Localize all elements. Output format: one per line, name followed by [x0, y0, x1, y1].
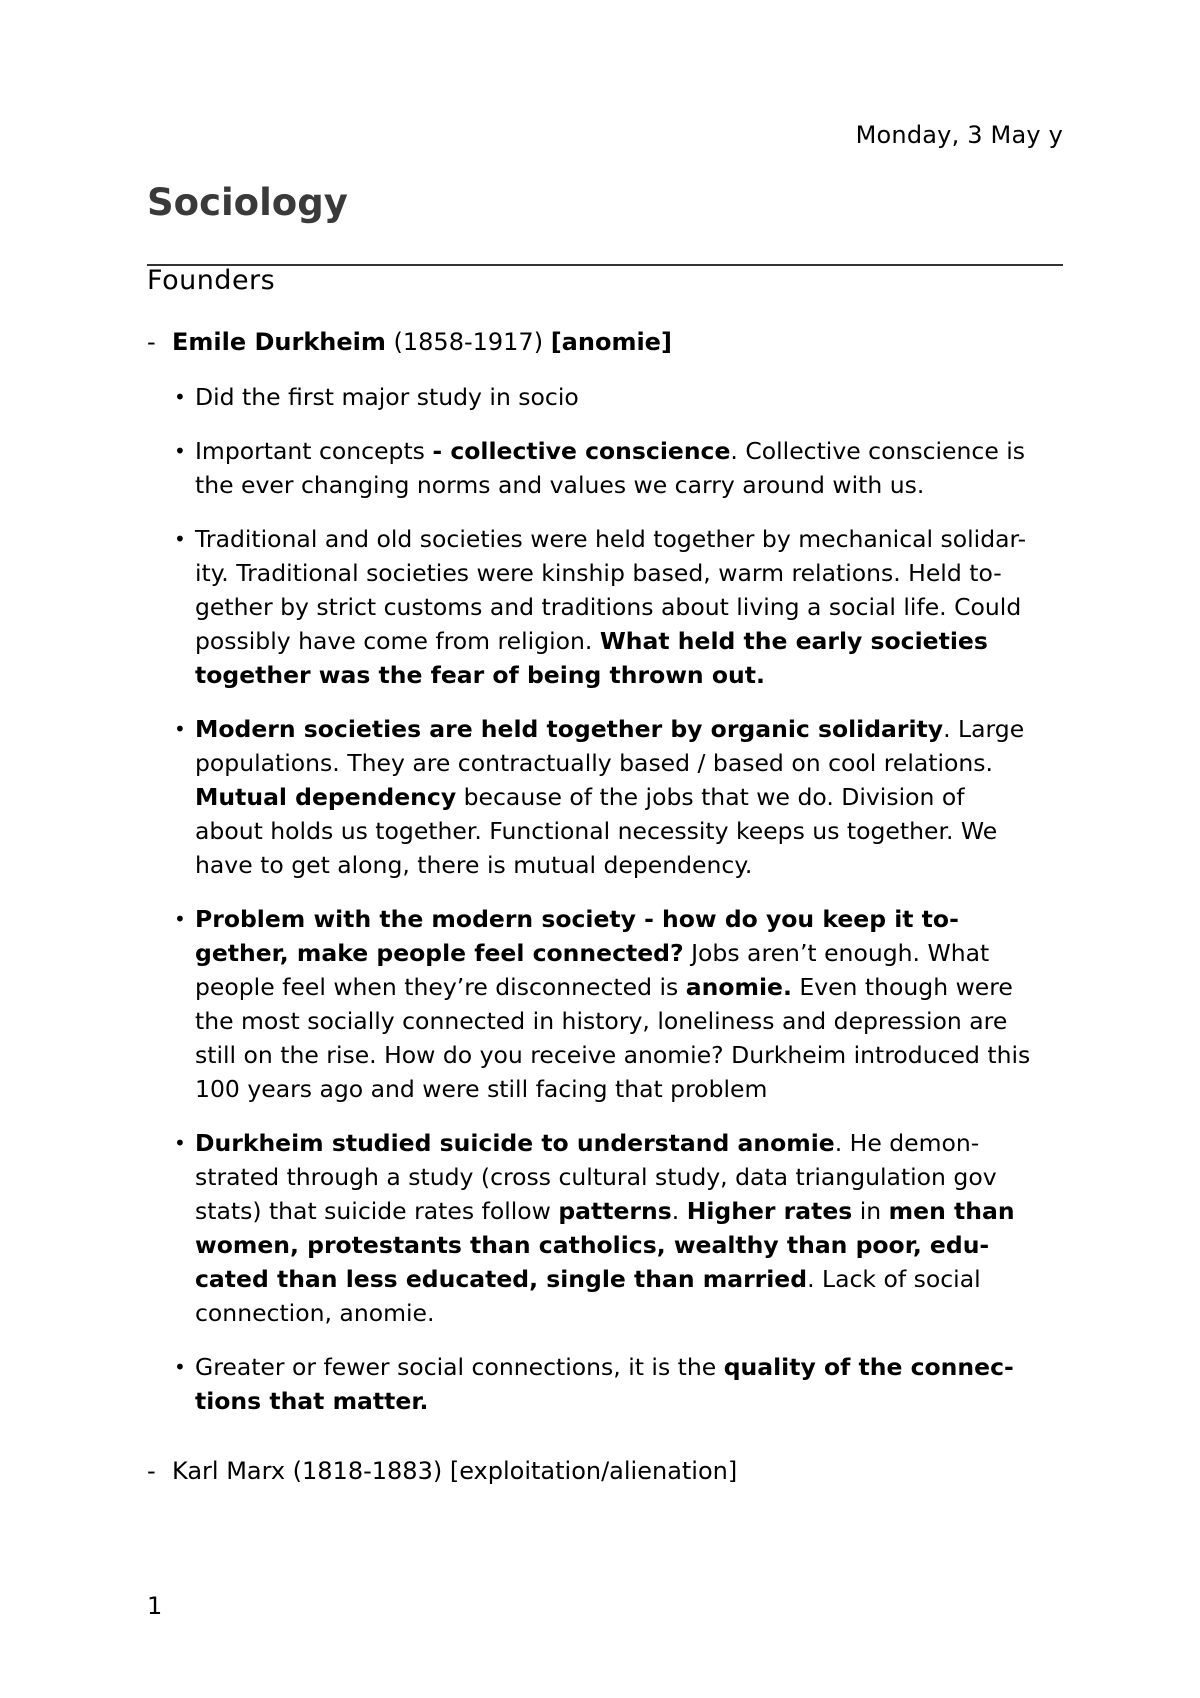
text: have to get along, there is mutual dependency.: [195, 851, 753, 879]
durkheim-bullet-list: [172, 380, 1072, 1438]
text: people feel when they’re disconnected is: [195, 973, 686, 1001]
bullet-dot-icon: •: [174, 439, 186, 463]
bullet-line: [195, 522, 1072, 556]
text: ity. Traditional societies were kinship based, warm relations. Held to-: [195, 559, 1002, 587]
text: because of the jobs that we do. Division of: [456, 783, 965, 811]
bold-text: Mutual dependency: [195, 783, 457, 811]
bold-text: Problem with the modern society - how do you keep it to-: [195, 905, 959, 933]
bullet-line: [195, 1160, 1072, 1194]
founder-name: Emile Durkheim: [172, 328, 386, 356]
bullet-item: [172, 434, 1072, 502]
text: still on the rise. How do you receive anomie? Durkheim introduced this: [195, 1041, 1031, 1069]
text: 100 years ago and were still facing that problem: [195, 1075, 768, 1103]
text: stats) that suicide rates follow: [195, 1197, 559, 1225]
bullet-line: [195, 556, 1072, 590]
list-dash: -: [147, 1457, 156, 1485]
bold-text: together was the fear of being thrown out.: [195, 661, 765, 689]
bullet-line: [195, 712, 1072, 746]
bullet-dot-icon: •: [174, 385, 186, 409]
bullet-line: [195, 380, 1072, 414]
text: populations. They are contractually based / based on cool relations.: [195, 749, 994, 777]
bullet-line: [195, 848, 1072, 882]
section-heading: Founders: [147, 265, 276, 296]
bullet-line: [195, 1262, 1072, 1296]
text: the most socially connected in history, loneliness and depression are: [195, 1007, 1008, 1035]
text: Jobs aren’t enough. What: [683, 939, 990, 967]
bold-text: Durkheim studied suicide to understand anomie: [195, 1129, 835, 1157]
page-number: 1: [147, 1592, 163, 1620]
bullet-line: [195, 1072, 1072, 1106]
text: the ever changing norms and values we carry around with us.: [195, 471, 925, 499]
bold-text: quality of the connec-: [723, 1353, 1014, 1381]
bullet-line: [195, 780, 1072, 814]
bullet-line: [195, 814, 1072, 848]
text: Did the first major study in socio: [195, 383, 579, 411]
bold-text: women, protestants than catholics, wealthy than poor, edu-: [195, 1231, 990, 1259]
bold-text: patterns: [558, 1197, 672, 1225]
bullet-line: [195, 1296, 1072, 1330]
bold-text: anomie.: [685, 973, 792, 1001]
bullet-dot-icon: •: [174, 1131, 186, 1155]
list-dash: -: [147, 328, 156, 356]
bold-text: men than: [888, 1197, 1015, 1225]
bullet-dot-icon: •: [174, 717, 186, 741]
bold-text: - collective conscience: [432, 437, 731, 465]
text: . Large: [943, 715, 1025, 743]
bullet-item: [172, 380, 1072, 414]
date-header: Monday, 3 May y: [855, 121, 1063, 149]
bullet-line: [195, 468, 1072, 502]
bold-text: gether, make people feel connected?: [195, 939, 684, 967]
text: Traditional and old societies were held together by mechanical solidar-: [195, 525, 1027, 553]
bullet-item: [172, 1126, 1072, 1330]
founder-line: [172, 328, 672, 356]
text: Even though were: [791, 973, 1013, 1001]
founder-line: Karl Marx (1818-1883) [exploitation/alienation]: [172, 1457, 738, 1485]
bold-text: cated than less educated, single than married: [195, 1265, 808, 1293]
bullet-line: [195, 434, 1072, 468]
text: in: [852, 1197, 889, 1225]
bullet-line: [195, 624, 1072, 658]
bullet-dot-icon: •: [174, 907, 186, 931]
text: . Collective conscience is: [730, 437, 1026, 465]
page-title: Sociology: [147, 181, 348, 224]
bold-text: Modern societies are held together by organic solidarity: [195, 715, 944, 743]
bullet-dot-icon: •: [174, 527, 186, 551]
founder-years: (1858-1917): [385, 328, 551, 356]
bullet-line: [195, 658, 1072, 692]
bullet-item: [172, 1350, 1072, 1418]
bullet-line: [195, 1228, 1072, 1262]
text: . He demon-: [834, 1129, 980, 1157]
text: . Lack of social: [807, 1265, 981, 1293]
text: about holds us together. Functional necessity keeps us together. We: [195, 817, 998, 845]
bullet-item: [172, 902, 1072, 1106]
bullet-line: [195, 1350, 1072, 1384]
bold-text: Higher rates: [686, 1197, 853, 1225]
text: gether by strict customs and traditions about living a social life. Could: [195, 593, 1022, 621]
bullet-line: [195, 936, 1072, 970]
bullet-line: [195, 1194, 1072, 1228]
bullet-line: [195, 970, 1072, 1004]
text: possibly have come from religion.: [195, 627, 600, 655]
text: Important concepts: [195, 437, 433, 465]
title-divider: [147, 264, 1063, 266]
bullet-item: [172, 522, 1072, 692]
bullet-item: [172, 712, 1072, 882]
bold-text: tions that matter.: [195, 1387, 429, 1415]
text: connection, anomie.: [195, 1299, 435, 1327]
bullet-line: [195, 1384, 1072, 1418]
bullet-line: [195, 1004, 1072, 1038]
text: .: [671, 1197, 687, 1225]
bullet-line: [195, 746, 1072, 780]
bullet-dot-icon: •: [174, 1355, 186, 1379]
bullet-line: [195, 902, 1072, 936]
founder-tag: [anomie]: [550, 328, 672, 356]
bold-text: What held the early societies: [599, 627, 988, 655]
text: strated through a study (cross cultural study, data triangulation gov: [195, 1163, 997, 1191]
bullet-line: [195, 1126, 1072, 1160]
bullet-line: [195, 590, 1072, 624]
text: Greater or fewer social connections, it is the: [195, 1353, 724, 1381]
bullet-line: [195, 1038, 1072, 1072]
